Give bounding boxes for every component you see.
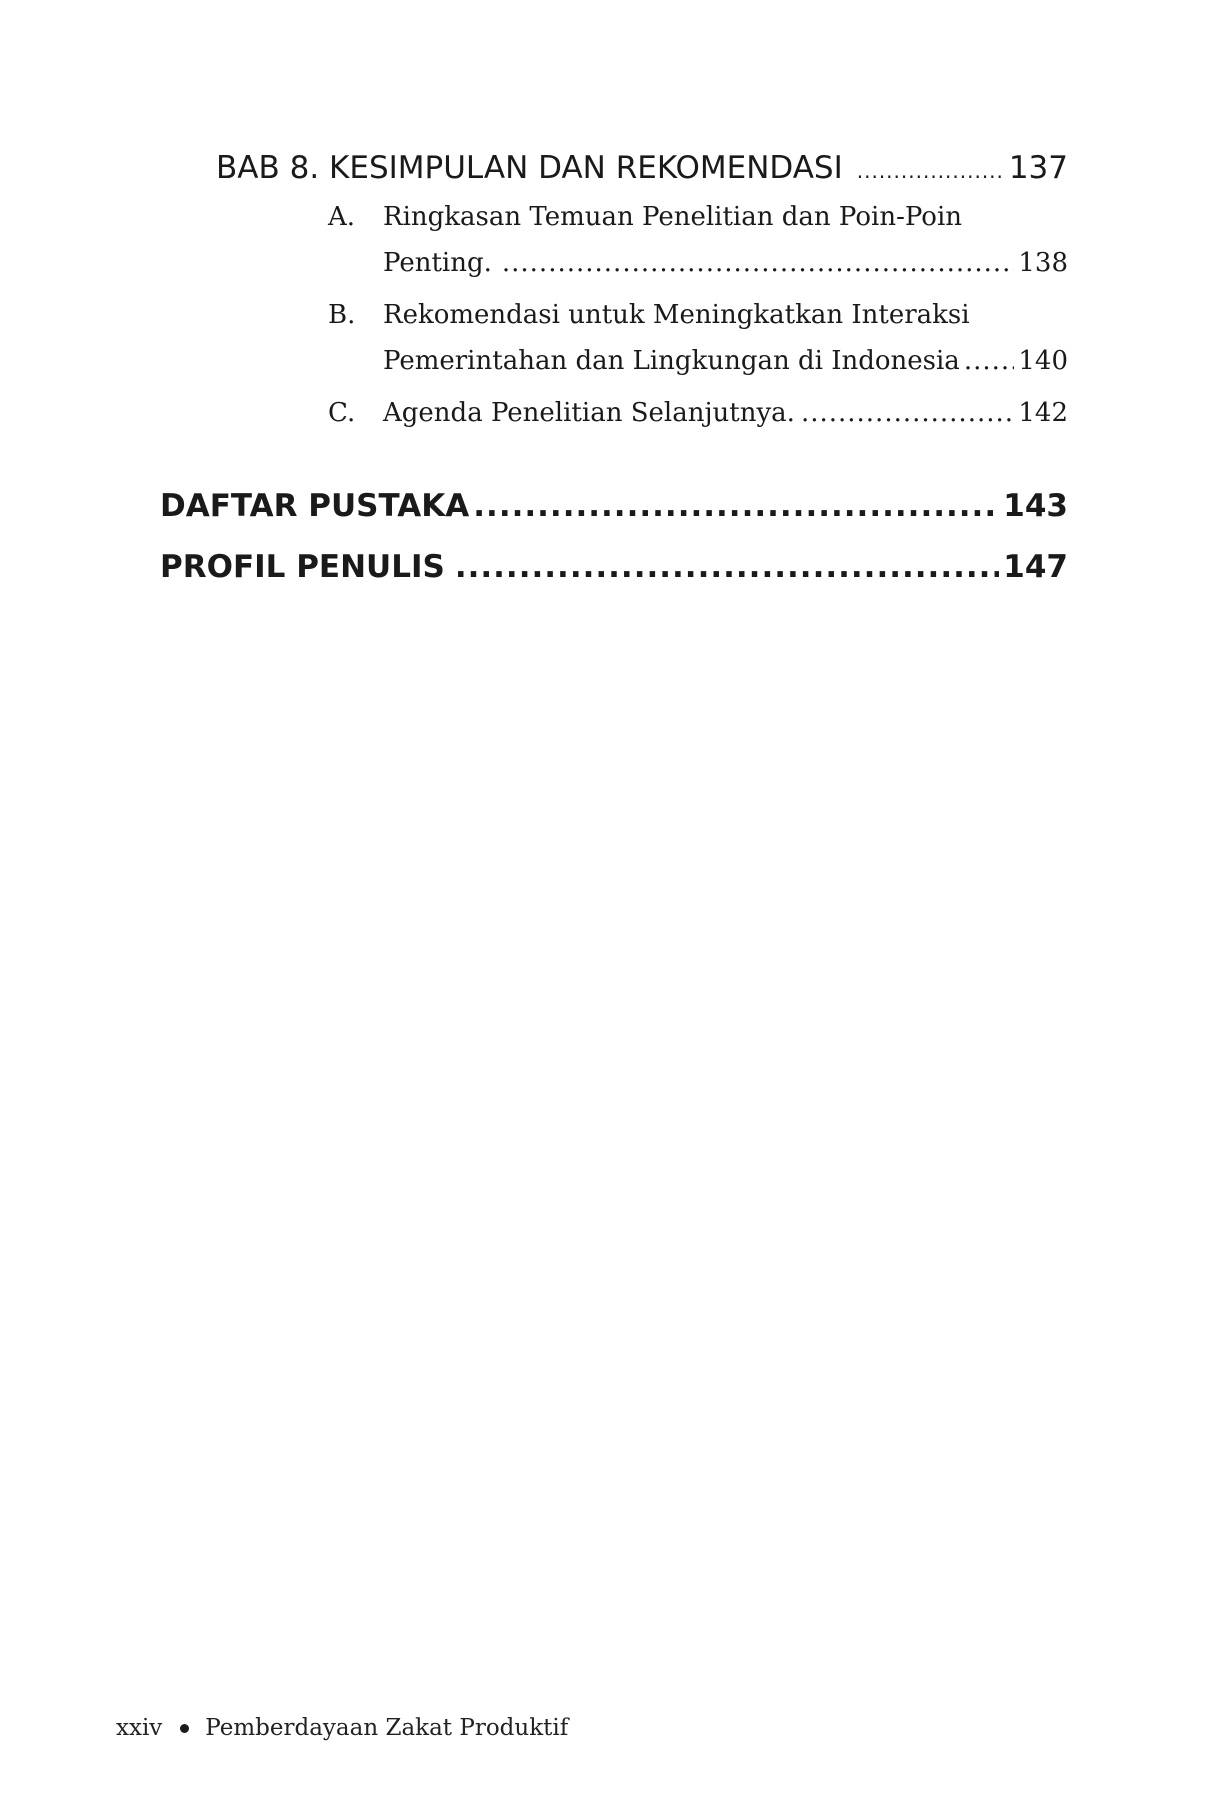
toc-entry-author-profile[interactable] bbox=[160, 549, 1068, 585]
page-footer bbox=[116, 1715, 568, 1741]
toc-entry-page: 147 bbox=[1003, 549, 1068, 585]
toc-item-page: 138 bbox=[1018, 248, 1068, 278]
toc-item-a[interactable] bbox=[383, 248, 1068, 278]
toc-item-line: Agenda Penelitian Selanjutnya. bbox=[383, 398, 795, 428]
bullet-icon bbox=[180, 1724, 189, 1733]
leader-dots bbox=[445, 549, 999, 585]
footer-book-title: Pemberdayaan Zakat Produktif bbox=[205, 1715, 569, 1741]
toc-entry-chapter-8[interactable] bbox=[216, 150, 1068, 186]
toc-entry-label: DAFTAR PUSTAKA bbox=[160, 488, 470, 524]
leader-dots bbox=[469, 488, 999, 524]
leader-dots bbox=[960, 346, 1015, 376]
toc-entry-label: BAB 8. KESIMPULAN DAN REKOMENDASI bbox=[216, 150, 843, 186]
toc-item-page: 142 bbox=[1018, 398, 1068, 428]
toc-item-c[interactable] bbox=[383, 398, 1068, 428]
toc-entry-page: 137 bbox=[1008, 150, 1068, 186]
toc-entry-page: 143 bbox=[1003, 488, 1068, 524]
toc-item-letter: A. bbox=[328, 202, 356, 232]
leader-dots bbox=[492, 248, 1014, 278]
toc-item-letter: C. bbox=[328, 398, 356, 428]
toc-item-line: Pemerintahan dan Lingkungan di Indonesia bbox=[383, 346, 960, 376]
toc-item-page: 140 bbox=[1018, 346, 1068, 376]
toc-item-b[interactable] bbox=[383, 346, 1068, 376]
toc-item-line[interactable]: Rekomendasi untuk Meningkatkan Interaksi bbox=[383, 300, 970, 330]
toc-item-line: Penting. bbox=[383, 248, 492, 278]
toc-item-line[interactable]: Ringkasan Temuan Penelitian dan Poin-Poin bbox=[383, 202, 963, 232]
toc-item-letter: B. bbox=[328, 300, 356, 330]
leader-dots bbox=[843, 159, 1005, 183]
leader-dots bbox=[795, 398, 1014, 428]
toc-entry-label: PROFIL PENULIS bbox=[160, 549, 445, 585]
footer-page-number: xxiv bbox=[116, 1715, 163, 1741]
toc-entry-bibliography[interactable] bbox=[160, 488, 1068, 524]
